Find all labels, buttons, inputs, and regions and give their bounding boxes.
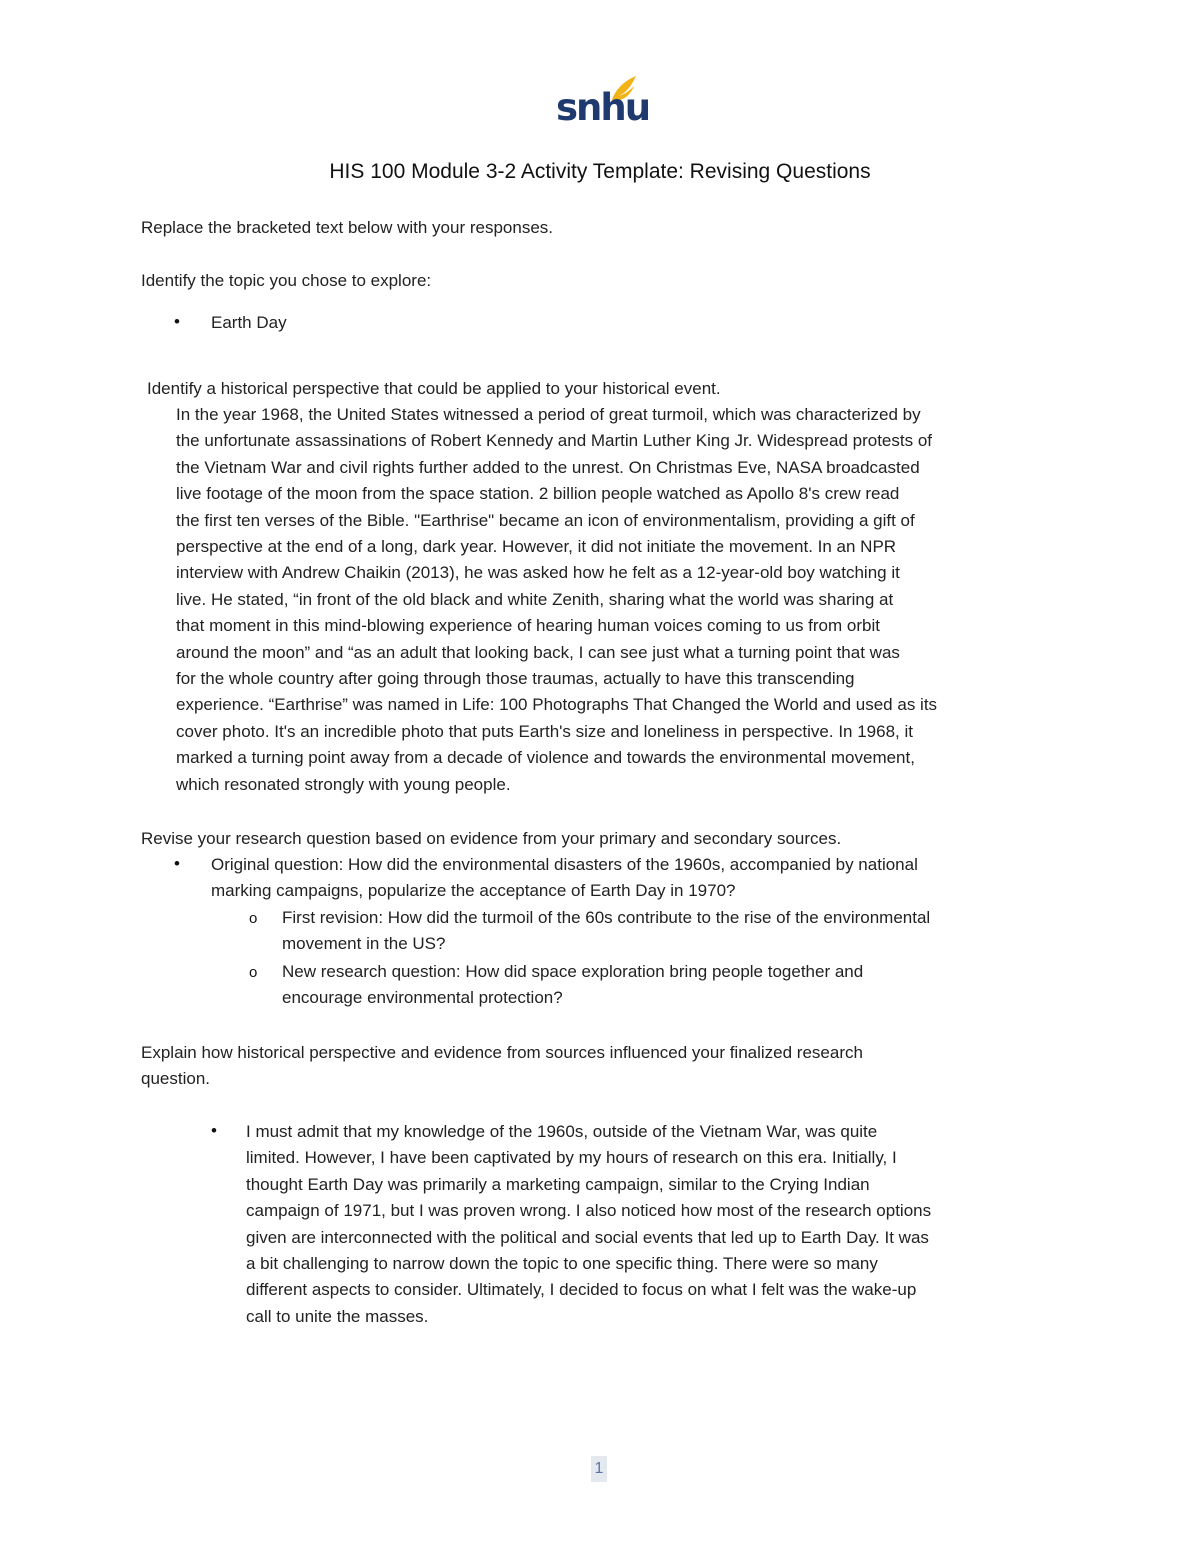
explain-prompt: [141, 1040, 1041, 1093]
paragraph-line: that moment in this mind-blowing experience of hearing human voices coming to us from orbit: [176, 616, 880, 636]
topic-prompt: Identify the topic you chose to explore:: [141, 271, 432, 290]
circle-bullet-icon: o: [249, 964, 258, 981]
paragraph-line: cover photo. It's an incredible photo that puts Earth's size and loneliness in perspective. In 1968, it: [176, 721, 913, 741]
paragraph-line: In the year 1968, the United States witnessed a period of great turmoil, which was characterized by: [176, 405, 921, 424]
instruction-text: Replace the bracketed text below with your responses.: [141, 218, 554, 237]
paragraph-line: the unfortunate assassinations of Robert Kennedy and Martin Luther King Jr. Widespread protests of: [176, 431, 932, 451]
paragraph-line: around the moon” and “as an adult that looking back, I can see just what a turning point that was: [176, 642, 900, 662]
list-line: encourage environmental protection?: [282, 988, 563, 1008]
logo-text: snhu: [556, 86, 650, 129]
snhu-logo: [556, 74, 650, 134]
paragraph-line: for the whole country after going through those traumas, actually to have this transcending: [176, 669, 855, 689]
new-research-question: [282, 959, 1082, 1012]
paragraph-line: live. He stated, “in front of the old black and white Zenith, sharing what the world was sharing at: [176, 589, 894, 609]
answer-line: thought Earth Day was primarily a marketing campaign, similar to the Crying Indian: [246, 1174, 870, 1194]
original-question: [211, 852, 1091, 905]
circle-bullet-icon: o: [249, 910, 258, 927]
answer-line: campaign of 1971, but I was proven wrong. I also noticed how most of the research options: [246, 1201, 932, 1221]
bullet-icon: •: [174, 312, 180, 331]
list-line: First revision: How did the turmoil of the 60s contribute to the rise of the environmental: [282, 908, 931, 927]
answer-line: I must admit that my knowledge of the 1960s, outside of the Vietnam War, was quite: [246, 1122, 878, 1141]
first-revision: [282, 905, 1082, 958]
bullet-icon: •: [174, 854, 180, 873]
list-line: Original question: How did the environmental disasters of the 1960s, accompanied by national: [211, 855, 918, 874]
answer-line: different aspects to consider. Ultimately, I decided to focus on what I felt was the wake-up: [246, 1280, 917, 1300]
paragraph-line: which resonated strongly with young people.: [176, 774, 511, 794]
answer-line: limited. However, I have been captivated by my hours of research on this era. Initially, I: [246, 1148, 897, 1168]
paragraph-line: interview with Andrew Chaikin (2013), he was asked how he felt as a 12-year-old boy watching it: [176, 563, 900, 583]
paragraph-line: perspective at the end of a long, dark year. However, it did not initiate the movement. In an NPR: [176, 537, 897, 557]
bullet-icon: •: [211, 1121, 217, 1140]
perspective-paragraph: [176, 402, 1076, 798]
page-number: 1: [591, 1456, 607, 1482]
answer-line: call to unite the masses.: [246, 1306, 429, 1326]
prompt-line: Explain how historical perspective and evidence from sources influenced your finalized research: [141, 1043, 863, 1062]
paragraph-line: experience. “Earthrise” was named in Life: 100 Photographs That Changed the World and used as its: [176, 695, 938, 715]
topic-answer: Earth Day: [211, 313, 287, 332]
paragraph-line: the first ten verses of the Bible. "Earthrise" became an icon of environmentalism, providing a gift of: [176, 510, 915, 530]
explain-answer: [246, 1119, 1066, 1330]
paragraph-line: marked a turning point away from a decade of violence and towards the environmental movement,: [176, 748, 915, 768]
page-title: HIS 100 Module 3-2 Activity Template: Revising Questions: [329, 160, 871, 183]
revise-prompt: Revise your research question based on evidence from your primary and secondary sources.: [141, 829, 842, 848]
answer-line: a bit challenging to narrow down the topic to one specific thing. There were so many: [246, 1254, 878, 1274]
prompt-line: question.: [141, 1069, 210, 1089]
perspective-prompt: Identify a historical perspective that could be applied to your historical event.: [147, 379, 721, 398]
answer-line: given are interconnected with the political and social events that led up to Earth Day. It was: [246, 1227, 929, 1247]
paragraph-line: live footage of the moon from the space station. 2 billion people watched as Apollo 8's crew read: [176, 484, 900, 504]
list-line: marking campaigns, popularize the acceptance of Earth Day in 1970?: [211, 881, 736, 901]
list-line: New research question: How did space exploration bring people together and: [282, 962, 864, 981]
list-line: movement in the US?: [282, 934, 446, 954]
paragraph-line: the Vietnam War and civil rights further added to the unrest. On Christmas Eve, NASA broadcasted: [176, 457, 920, 477]
